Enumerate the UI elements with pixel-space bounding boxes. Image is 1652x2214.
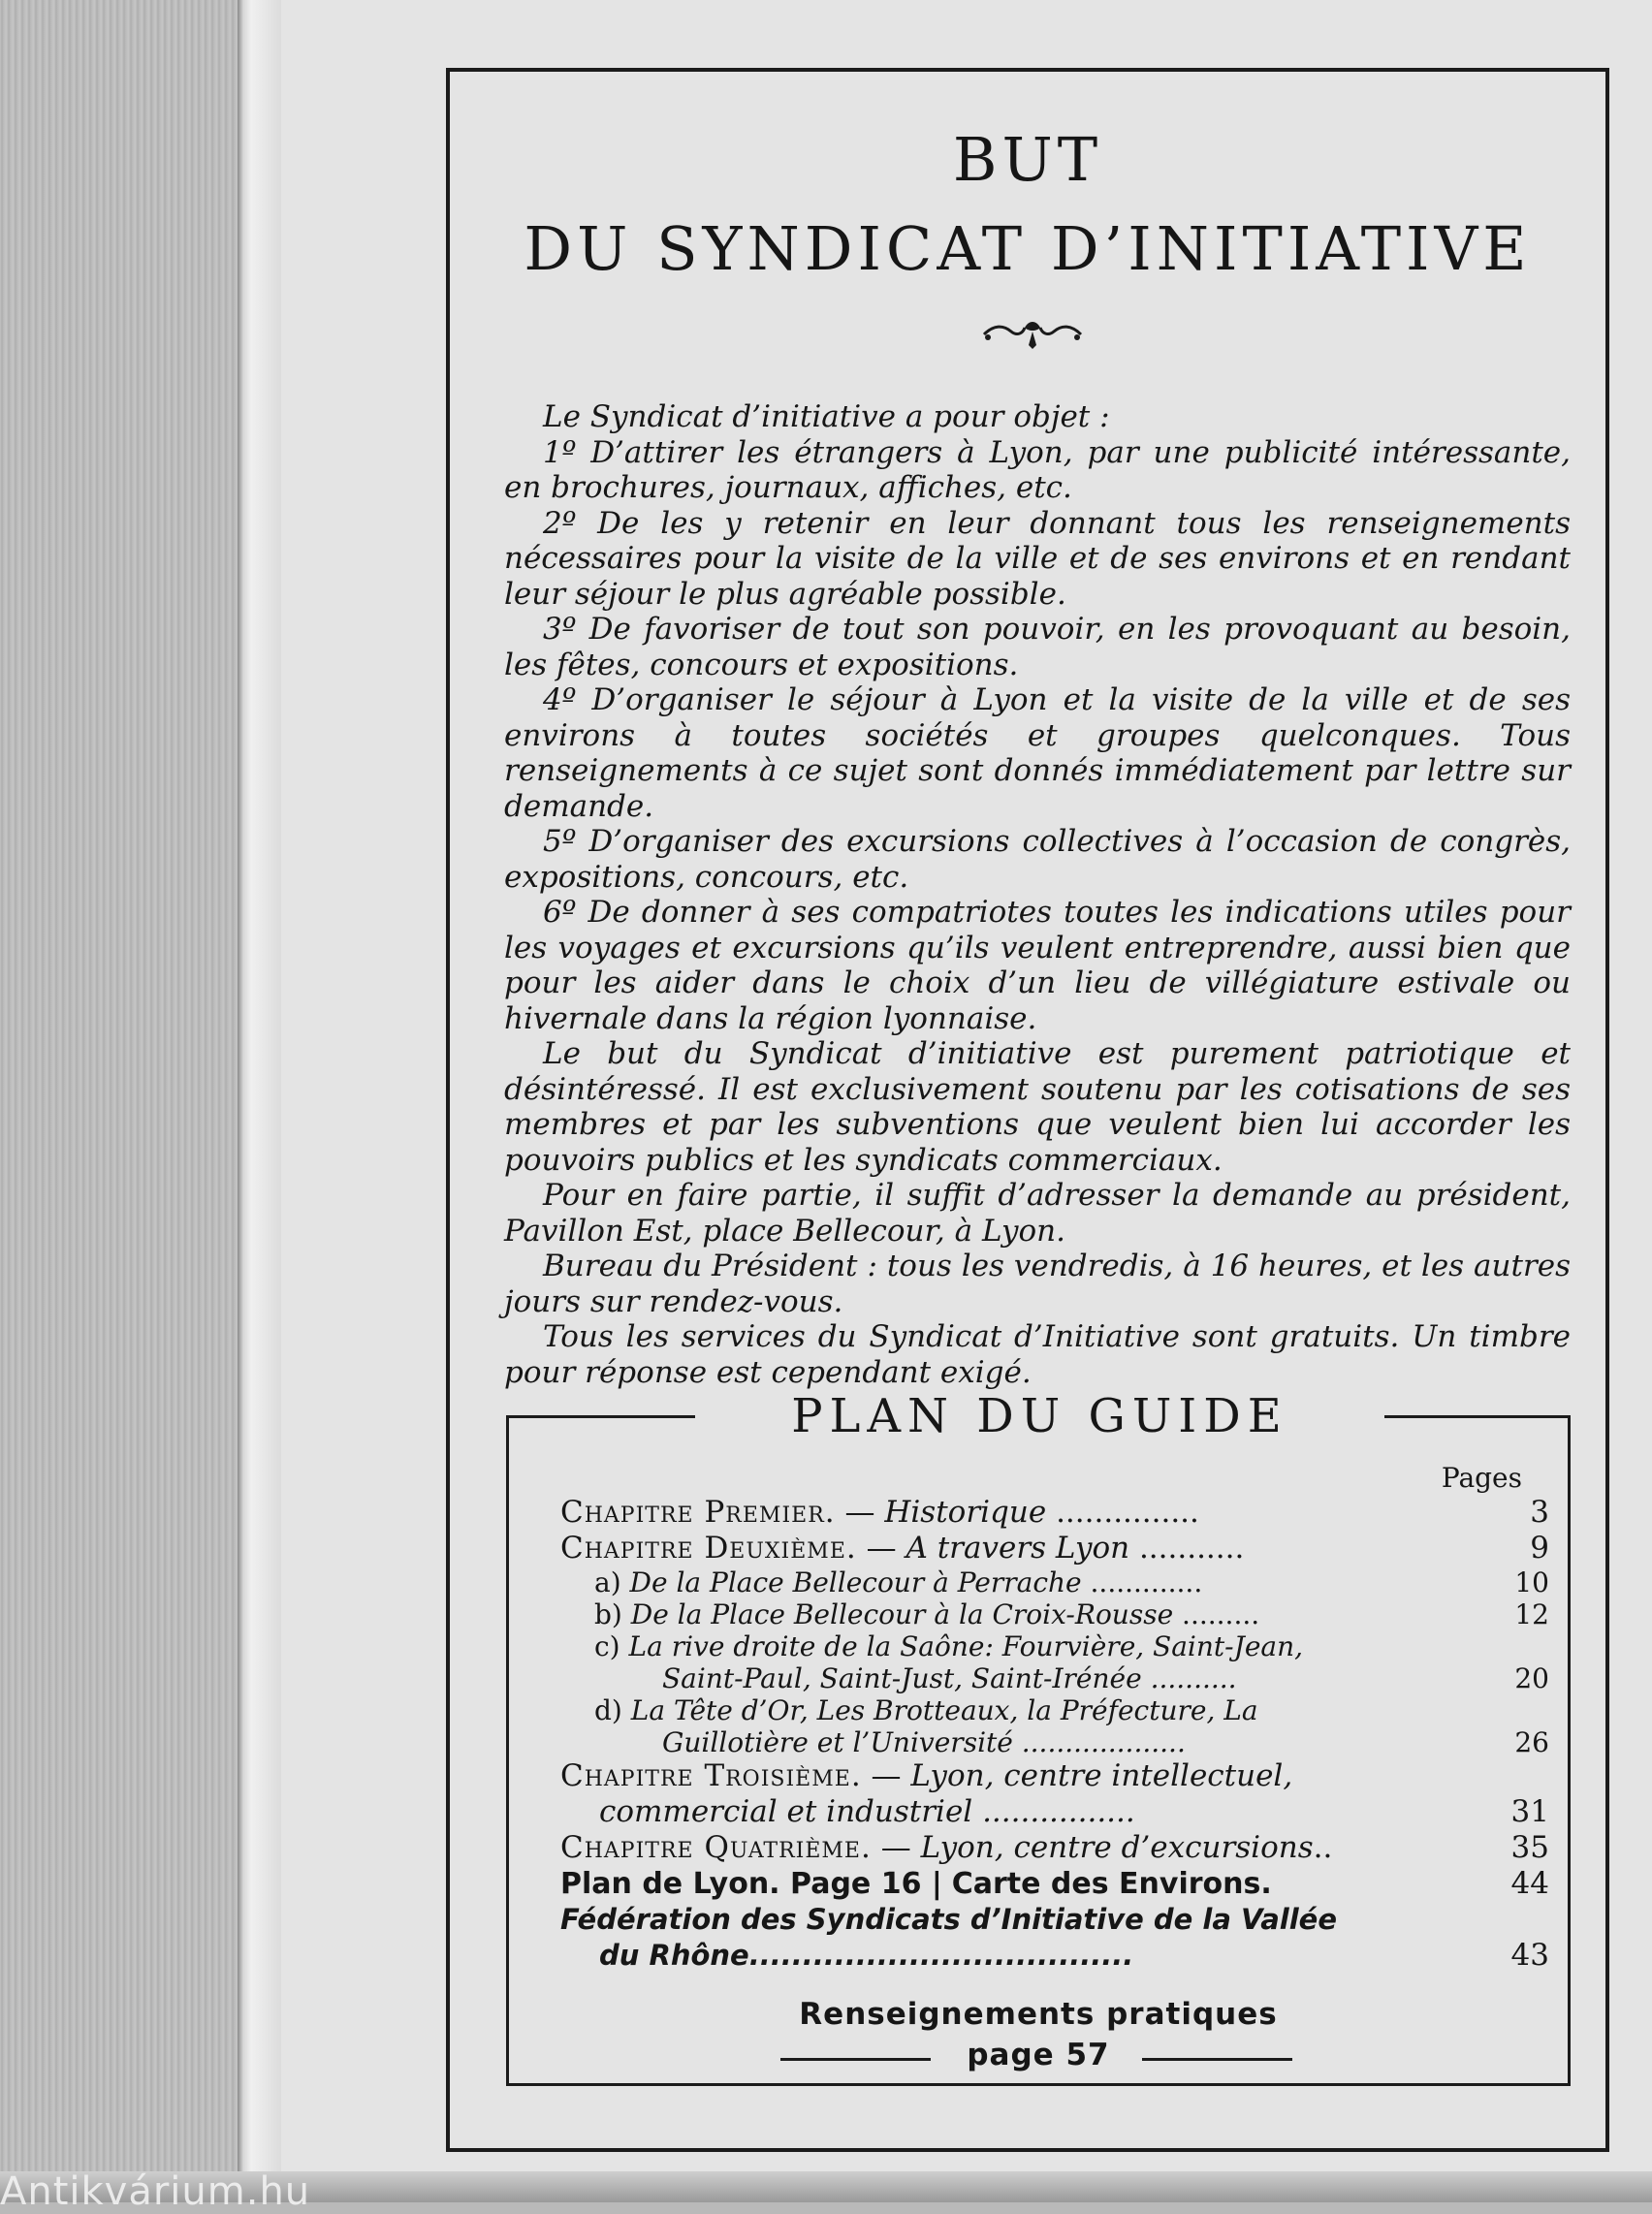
subentry-title: De la Place Bellecour à la Croix-Rousse <box>630 1598 1174 1630</box>
objective-item: 3º De favoriser de tout son pouvoir, en les provoquant au besoin, les fêtes, concours et expositions. <box>504 612 1571 682</box>
objective-item: 1º D’attirer les étrangers à Lyon, par une publicité intéressante, en brochures, journaux, affiches, etc. <box>504 434 1571 505</box>
chapter-label: Chapitre Quatrième. <box>560 1830 872 1865</box>
toc-entry[interactable]: Chapitre Troisième. — Lyon, centre intellectuel, commercial et industriel ................ 31 <box>560 1758 1549 1829</box>
objective-item: 6º De donner à ses compatriotes toutes les indications utiles pour les voyages et excursions qu’ils veulent entreprendre, aussi bien que pour les aider dans le choix d’un lieu de villégiature estivale ou hivernale dans la région lyonnaise. <box>504 895 1571 1036</box>
page-number: 20 <box>1514 1662 1549 1694</box>
chapter-title-cont: commercial et industriel ................ <box>599 1794 1135 1829</box>
chapter-title: Lyon, centre intellectuel, <box>910 1758 1293 1793</box>
plan-divider-right <box>1384 1415 1571 1418</box>
federation-title: Fédération des Syndicats d’Initiative de la Vallée <box>560 1903 1337 1936</box>
chapter-title: Lyon, centre d’excursions <box>920 1830 1314 1865</box>
subentry-title-cont: Saint-Paul, Saint-Just, Saint-Irénée .......... <box>662 1662 1237 1694</box>
toc-subentry[interactable]: a) De la Place Bellecour à Perrache ............. 10 <box>594 1566 1549 1598</box>
paragraph: Pour en faire partie, il suffit d’adresser la demande au président, Pavillon Est, place Bellecour, à Lyon. <box>504 1178 1571 1249</box>
subentry-title: La rive droite de la Saône: Fourvière, Saint-Jean, <box>628 1630 1304 1662</box>
watermark: Antikvárium.hu <box>0 2169 311 2214</box>
carte-environs-label: Carte des Environs. <box>951 1867 1272 1901</box>
footer-page-ref: page 57 <box>967 2038 1110 2072</box>
title-block <box>451 126 1604 283</box>
toc-entry[interactable]: Chapitre Premier. — Historique ............... 3 <box>560 1495 1549 1530</box>
pages-column-label: Pages <box>1441 1462 1522 1494</box>
background-surface <box>0 0 238 2202</box>
plan-lyon-label: Plan de Lyon. Page 16 | <box>560 1867 942 1901</box>
page-number: 26 <box>1514 1726 1549 1758</box>
title-line-2: DU SYNDICAT D’INITIATIVE <box>524 213 1532 284</box>
toc-subentry[interactable]: c) La rive droite de la Saône: Fourvière, Saint-Jean, Saint-Paul, Saint-Just, Saint-Irénée .......... 20 <box>594 1630 1549 1694</box>
plan-title: PLAN DU GUIDE <box>791 1389 1288 1443</box>
page-number: 35 <box>1510 1830 1549 1865</box>
page-number: 12 <box>1514 1598 1549 1630</box>
toc-entry[interactable] <box>560 1866 1549 1902</box>
page-number: 43 <box>1510 1938 1549 1973</box>
page-number: 10 <box>1514 1566 1549 1598</box>
footer-rule-right <box>1142 2058 1292 2061</box>
paragraph: Tous les services du Syndicat d’Initiative sont gratuits. Un timbre pour réponse est cependant exigé. <box>504 1319 1571 1390</box>
chapter-title: A travers Lyon <box>905 1531 1130 1566</box>
ornament-icon <box>974 310 1091 359</box>
subentry-title: De la Place Bellecour à Perrache <box>629 1566 1082 1598</box>
intro-text: Le Syndicat d’initiative a pour objet : <box>543 399 1110 434</box>
objective-item: 2º De les y retenir en leur donnant tous les renseignements nécessaires pour la visite de la ville et de ses environs et en rendant leur séjour le plus agréable possible. <box>504 505 1571 612</box>
page-number: 3 <box>1530 1495 1549 1530</box>
objective-item: 5º D’organiser des excursions collectives à l’occasion de congrès, expositions, concours, etc. <box>504 824 1571 895</box>
page-number: 31 <box>1510 1794 1549 1829</box>
footer-renseignements: Renseignements pratiques <box>799 1997 1278 2032</box>
subentry-title: La Tête d’Or, Les Brotteaux, la Préfecture, La <box>630 1694 1258 1726</box>
table-of-contents <box>560 1495 1549 1974</box>
chapter-label: Chapitre Troisième. <box>560 1758 862 1793</box>
subentry-title-cont: Guillotière et l’Université ................... <box>662 1726 1186 1758</box>
federation-title-cont: du Rhône.................................... <box>599 1939 1134 1972</box>
chapter-label: Chapitre Deuxième. <box>560 1531 857 1566</box>
title-line-1: BUT <box>952 124 1103 195</box>
body-text <box>504 399 1571 1390</box>
toc-entry[interactable]: Chapitre Deuxième. — A travers Lyon ........... 9 <box>560 1531 1549 1566</box>
paragraph: Le but du Syndicat d’initiative est purement patriotique et désintéressé. Il est exclusivement soutenu par les cotisations de ses membres et par les subventions que veulent bien lui accorder les pouvoirs publics et les syndicats commerciaux. <box>504 1036 1571 1178</box>
page-number: 9 <box>1530 1531 1549 1566</box>
toc-subentry[interactable]: d) La Tête d’Or, Les Brotteaux, la Préfecture, La Guillotière et l’Université ................... 26 <box>594 1694 1549 1758</box>
toc-entry[interactable]: Chapitre Quatrième. — Lyon, centre d’excursions.. 35 <box>560 1830 1549 1865</box>
paragraph: Bureau du Président : tous les vendredis, à 16 heures, et les autres jours sur rendez-vous. <box>504 1249 1571 1319</box>
plan-divider-left <box>506 1415 695 1418</box>
toc-entry[interactable] <box>560 1902 1549 1974</box>
chapter-title: Historique <box>884 1495 1047 1530</box>
toc-subentry[interactable]: b) De la Place Bellecour à la Croix-Rousse ......... 12 <box>594 1598 1549 1630</box>
objective-item: 4º D’organiser le séjour à Lyon et la visite de la ville et de ses environs à toutes sociétés et groupes quelconques. Tous renseignements à ce sujet sont donnés immédiatement par lettre sur demande. <box>504 682 1571 824</box>
page-number: 44 <box>1510 1866 1549 1901</box>
chapter-label: Chapitre Premier. <box>560 1495 836 1530</box>
page-edge <box>238 0 281 2202</box>
